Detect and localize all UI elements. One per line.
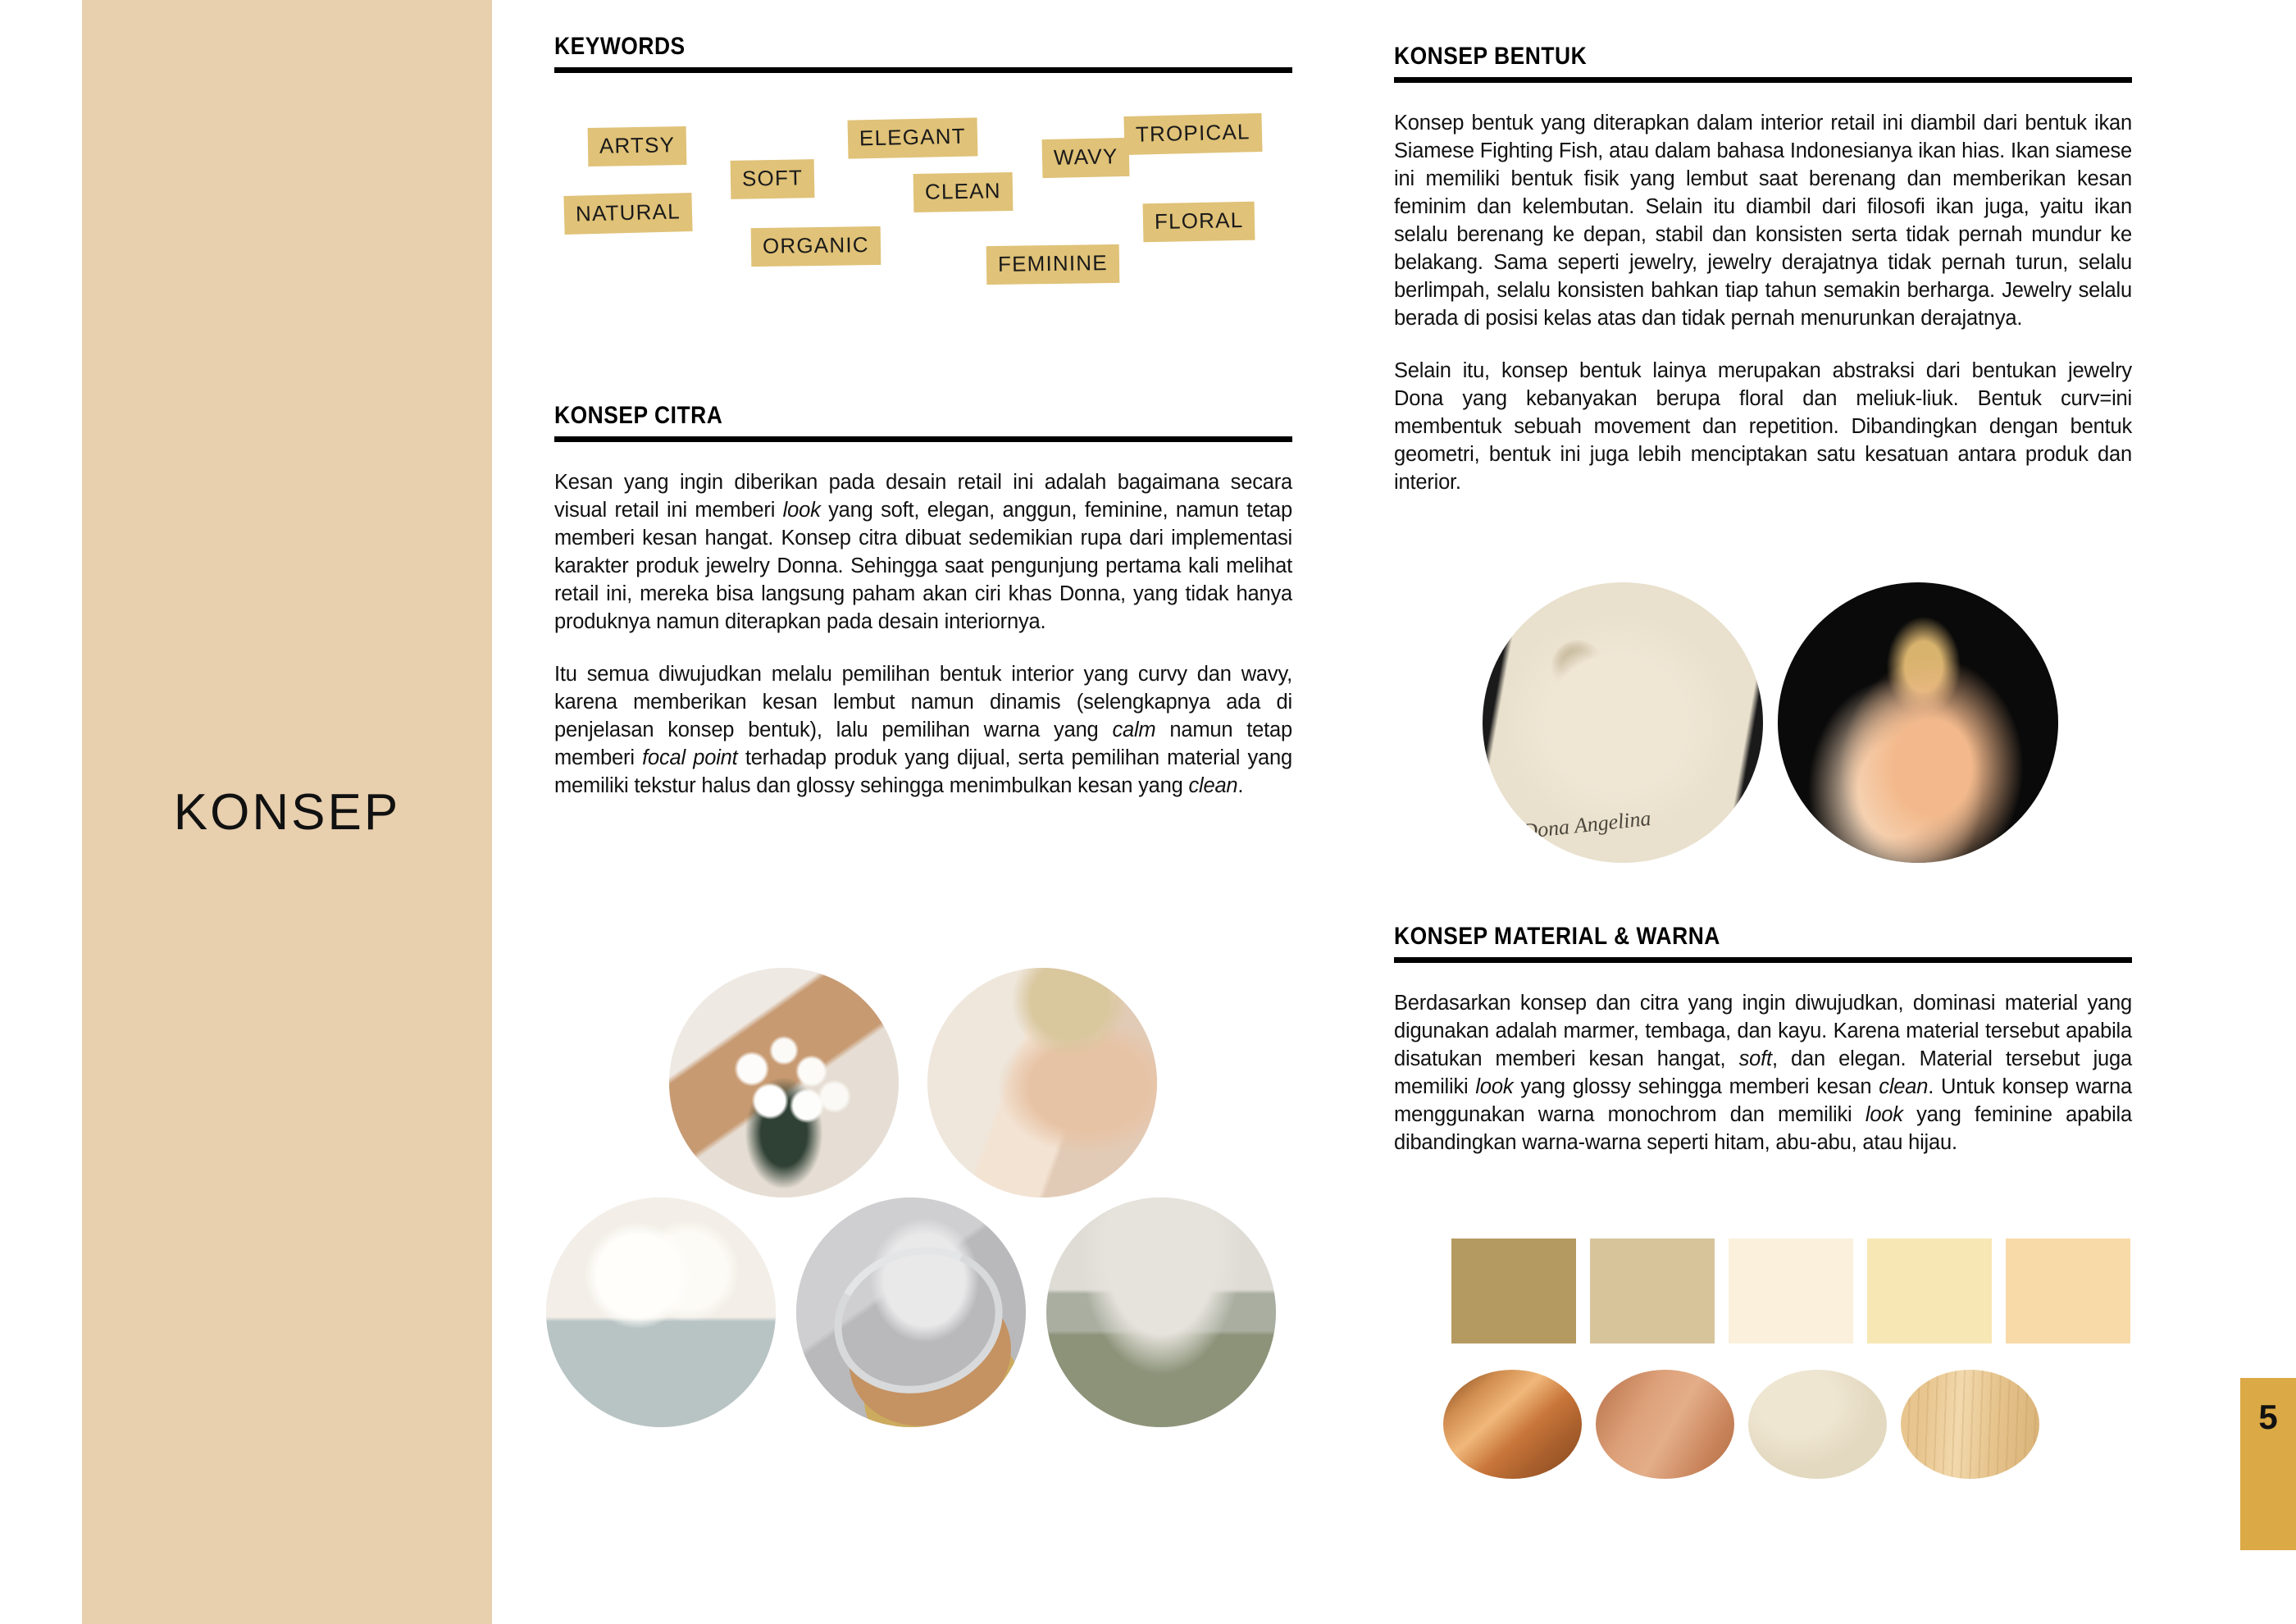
white-tulips-vase-photo[interactable] bbox=[546, 1197, 776, 1427]
photo-content bbox=[546, 1197, 776, 1427]
paragraph: Berdasarkan konsep dan citra yang ingin diwujudkan, dominasi material yang digunakan adalah marmer, tembaga, dan kayu. Karena material tersebut apabila disatukan memberi kesan hangat, soft, dan elegan. Material tersebut juga memiliki look yang glossy sehingga memberi kesan clean. Untuk konsep warna menggunakan warna monochrom dan memiliki look yang feminine apabila dibandingkan warna-warna seperti hitam, abu-abu, atau hijau. bbox=[1394, 992, 2132, 1154]
floral-jewelry-set-photo[interactable] bbox=[1483, 582, 1763, 863]
section-keywords bbox=[554, 33, 1292, 301]
jewelry-signature: Dona Angelina bbox=[1520, 806, 1652, 844]
section-konsep-citra bbox=[554, 402, 1292, 800]
paragraph: Kesan yang ingin diberikan pada desain retail ini adalah bagaimana secara visual retail ini memberi look yang soft, elegan, anggun, feminine, namun tetap memberi kesan hangat. Konsep citra dibuat sedemikian rupa dari implementasi karakter produk jewelry Donna. Sehingga saat pengunjung pertama kali melihat retail ini, mereka bisa langsung paham akan ciri khas Donna, yang tidak hanya produknya namun diterapkan pada desain interiornya. bbox=[554, 471, 1293, 633]
paragraph: Selain itu, konsep bentuk lainya merupakan abstraksi dari bentukan jewelry Dona yang kebanyakan berupa floral dan meliuk-liuk. Bentuk curv=ini membentuk sebuah movement dan repetition. Dibandingkan dengan bentuk geometri, bentuk ini juga lebih menciptakan satu kesatuan antara produk dan interior. bbox=[1394, 359, 2132, 494]
konsep-citra-heading: KONSEP CITRA bbox=[554, 402, 723, 429]
wildflower-field-photo[interactable] bbox=[1046, 1197, 1276, 1427]
keyword-tag-organic[interactable]: ORGANIC bbox=[751, 226, 881, 267]
swatch-dark-gold bbox=[1451, 1239, 1576, 1343]
keyword-tag-elegant[interactable]: ELEGANT bbox=[848, 117, 978, 158]
keyword-tag-wavy[interactable]: WAVY bbox=[1042, 138, 1130, 178]
page-number-tab bbox=[2240, 1378, 2296, 1550]
photo-content bbox=[927, 968, 1157, 1197]
paragraph: Konsep bentuk yang diterapkan dalam interior retail ini diambil dari bentuk ikan Siamese Fighting Fish, atau dalam bahasa Indonesianya ikan hias. Ikan siamese ini memiliki bentuk fisik yang lembut saat berenang dan memberikan kesan feminim dan kelembutan. Selain itu diambil dari filosofi ikan juga, yaitu ikan selalu berenang ke depan, stabil dan konsisten serta tidak pernah mundur ke belakang. Sama seperti jewelry, jewelry derajatnya tidak pernah turun, selalu berlimpah, selalu konsisten bahkan tiap tahun semakin berharga. Jewelry selalu berada di posisi kelas atas dan tidak pernah menurunkan derajatnya. bbox=[1394, 112, 2132, 330]
konsep-bentuk-heading: KONSEP BENTUK bbox=[1394, 43, 1588, 70]
white-roses-bouquet-photo[interactable] bbox=[669, 968, 899, 1197]
keyword-tag-floral[interactable]: FLORAL bbox=[1143, 202, 1255, 243]
konsep-material-heading-rule bbox=[1394, 957, 2132, 963]
lace-dress-necklace-photo[interactable] bbox=[927, 968, 1157, 1197]
material-marble bbox=[1748, 1370, 1887, 1479]
keyword-tag-cloud bbox=[554, 112, 1292, 301]
siamese-fighting-fish-photo[interactable] bbox=[1778, 582, 2058, 863]
konsep-citra-body bbox=[554, 468, 1292, 800]
keyword-tag-artsy[interactable]: ARTSY bbox=[588, 126, 687, 167]
photo-content bbox=[796, 1197, 1026, 1427]
swatch-pale-yellow bbox=[1867, 1239, 1992, 1343]
konsep-bentuk-body bbox=[1394, 109, 2132, 496]
photo-content bbox=[1778, 582, 2058, 863]
material-wood bbox=[1901, 1370, 2039, 1479]
moodboard-gallery bbox=[554, 968, 1292, 1427]
photo-content bbox=[1483, 582, 1763, 863]
section-konsep-material bbox=[1394, 923, 2132, 1156]
keyword-tag-feminine[interactable]: FEMININE bbox=[986, 244, 1119, 285]
swatch-sand bbox=[1590, 1239, 1715, 1343]
stacked-rings-photo[interactable] bbox=[796, 1197, 1026, 1427]
keyword-tag-clean[interactable]: CLEAN bbox=[913, 172, 1014, 212]
swatch-peach bbox=[2006, 1239, 2130, 1343]
color-swatch-row bbox=[1451, 1239, 2130, 1343]
page-number-label: 5 bbox=[2258, 1398, 2278, 1436]
keywords-heading: KEYWORDS bbox=[554, 33, 686, 60]
photo-content bbox=[1046, 1197, 1276, 1427]
material-copper bbox=[1443, 1370, 1582, 1479]
material-swatch-row bbox=[1443, 1370, 2039, 1479]
konsep-material-heading: KONSEP MATERIAL & WARNA bbox=[1394, 923, 1720, 950]
konsep-material-body bbox=[1394, 989, 2132, 1156]
page-title: KONSEP bbox=[173, 784, 401, 841]
swatch-cream bbox=[1729, 1239, 1853, 1343]
sidebar-panel bbox=[82, 0, 492, 1624]
keyword-tag-soft[interactable]: SOFT bbox=[731, 159, 815, 199]
keywords-heading-rule bbox=[554, 67, 1292, 73]
photo-content bbox=[669, 968, 899, 1197]
paragraph: Itu semua diwujudkan melalu pemilihan bentuk interior yang curvy dan wavy, karena memberikan kesan lembut namun dinamis (selengkapnya ada di penjelasan konsep bentuk), lalu pemilihan warna yang calm namun tetap memberi focal point terhadap produk yang dijual, serta pemilihan material yang memiliki tekstur halus dan glossy sehingga menimbulkan kesan yang clean. bbox=[554, 663, 1293, 797]
section-konsep-bentuk bbox=[1394, 43, 2132, 496]
konsep-citra-heading-rule bbox=[554, 436, 1292, 442]
konsep-bentuk-heading-rule bbox=[1394, 77, 2132, 83]
material-rose-copper bbox=[1596, 1370, 1734, 1479]
keyword-tag-natural[interactable]: NATURAL bbox=[563, 193, 692, 235]
konsep-bentuk-gallery bbox=[1394, 582, 2132, 861]
keyword-tag-tropical[interactable]: TROPICAL bbox=[1123, 113, 1262, 155]
